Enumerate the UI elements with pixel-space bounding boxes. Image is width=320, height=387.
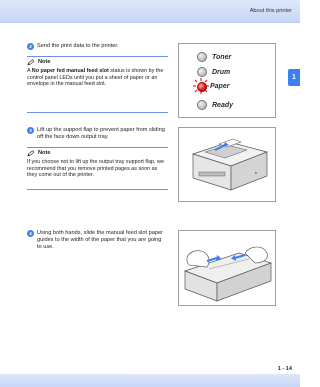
note-heading (27, 147, 168, 157)
step-text: Lift up the support flap to prevent paper from sliding off the face down output tray. (37, 127, 165, 140)
chapter-tab: 1 (288, 69, 300, 86)
running-header: About this printer (249, 8, 292, 14)
step-number: 2 (27, 43, 34, 50)
toner-led-icon (197, 52, 207, 62)
led-label: Drum (212, 68, 231, 76)
paper-led-wrap (197, 82, 205, 90)
paper-guides-illustration (179, 231, 275, 305)
led-label: Ready (212, 101, 234, 109)
led-label: Paper (210, 82, 230, 90)
led-row-paper (197, 82, 229, 90)
note-heading (27, 56, 168, 66)
footer-band (0, 374, 300, 387)
ready-led-icon (197, 100, 207, 110)
led-label: Toner (212, 53, 232, 61)
step-text: Using both hands, slide the manual feed slot paper guides to the width of the paper that you are going to use. (37, 230, 163, 250)
step-number: 3 (27, 127, 34, 134)
note-label: Note (38, 150, 51, 157)
led-row-toner (197, 52, 231, 62)
step-text: Send the print data to the printer. (37, 43, 119, 49)
paper-led-icon (197, 82, 207, 92)
note-pencil-icon (27, 59, 35, 66)
note-body (27, 68, 168, 88)
paper-guides-figure (178, 230, 276, 306)
note-rule (27, 88, 168, 113)
note-pencil-icon (27, 150, 35, 157)
printer-flap-illustration (179, 128, 275, 201)
step-number: 4 (27, 230, 34, 237)
status-name: No paper fed manual feed slot (31, 68, 109, 74)
step-4 (27, 230, 165, 251)
printer-support-flap-figure (178, 127, 276, 202)
page-number: 1 - 14 (277, 366, 292, 372)
note-text: status is shown by the control panel LEDs until you put a sheet of paper or an envelope in the manual feed slot. (27, 68, 164, 88)
note-text: A (27, 68, 32, 74)
led-panel-figure (178, 43, 276, 118)
led-row-ready (197, 100, 233, 110)
step-3 (27, 127, 165, 141)
svg-text:B: B (255, 171, 258, 175)
note-label: Note (38, 59, 51, 66)
note-rule (27, 179, 168, 190)
led-row-drum (197, 67, 230, 77)
note-1 (27, 56, 168, 113)
note-2 (27, 147, 168, 190)
step-2 (27, 43, 165, 50)
note-body: If you choose not to lift up the output tray support flap, we recommend that you remove printed pages as soon as they come out of the printer. (27, 159, 164, 179)
drum-led-icon (197, 67, 207, 77)
